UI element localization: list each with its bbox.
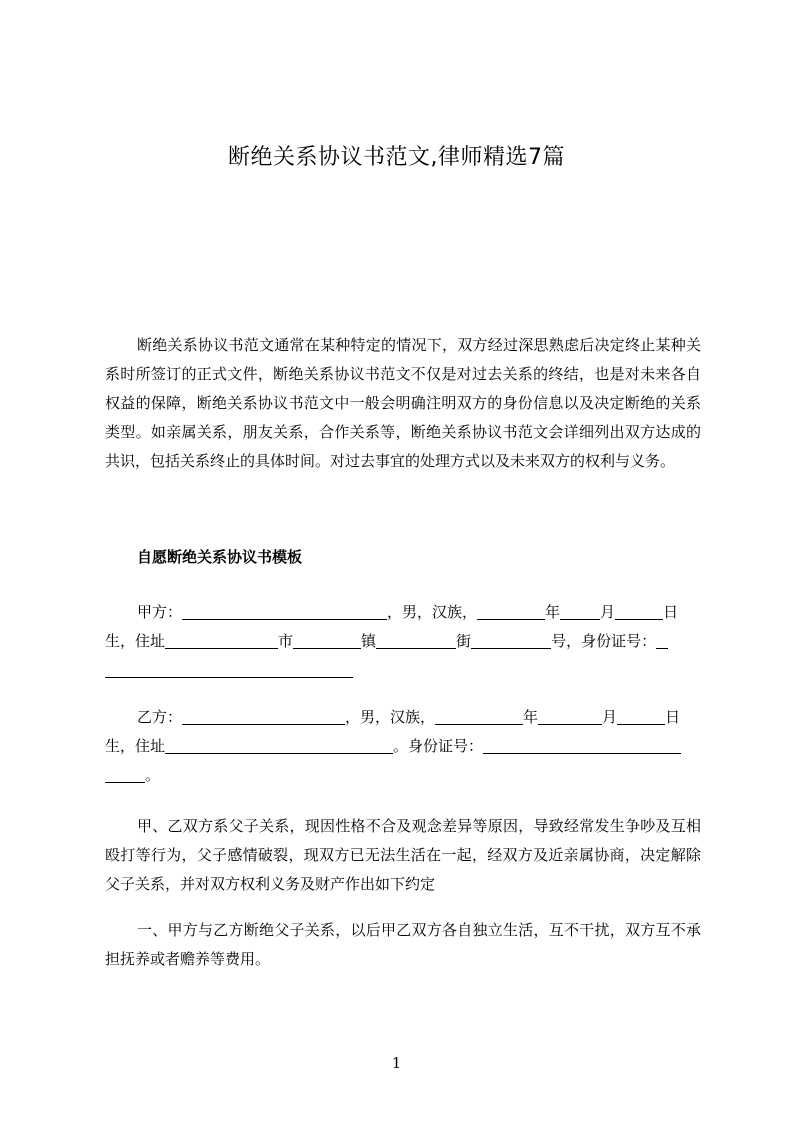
party-b-label: 乙方：: [137, 708, 183, 726]
party-b-name-blank: [182, 706, 345, 725]
party-a-year-blank: [477, 601, 545, 620]
party-a-day-label: 日: [663, 603, 679, 621]
reason-paragraph: 甲、乙双方系父子关系，现因性格不合及观念差异等原因，导致经常发生争吵及互相殴打等行为，父子感情破裂，现双方已无法生活在一起，经双方及近亲属协商，决定解除父子关系，并对双方权利义务及财产作出如下约定: [105, 817, 701, 893]
template-heading: 自愿断绝关系协议书模板: [137, 548, 303, 566]
party-b-block: [105, 703, 705, 790]
page-number: 1: [391, 1054, 402, 1072]
party-a-address-blank: [165, 630, 278, 649]
party-b-year-blank: [435, 706, 523, 725]
party-b-address-label: 生，住址: [105, 737, 166, 755]
party-a-town-blank: [376, 630, 456, 649]
party-b-day-blank: [617, 706, 665, 725]
party-a-line-1: [105, 598, 705, 627]
party-a-gender-ethnicity: ，男，汉族，: [387, 603, 478, 621]
party-a-year-label: 年: [545, 603, 561, 621]
party-a-label: 甲方：: [137, 603, 183, 621]
party-b-line-1: [105, 703, 705, 732]
intro-paragraph: 断绝关系协议书范文通常在某种特定的情况下，双方经过深思熟虑后决定终止某种关系时所签订的正式文件，断绝关系协议书范文不仅是对过去关系的终结，也是对未来各自权益的保障，断绝关系协议书范文中一般会明确注明双方的身份信息以及决定断绝的关系类型。如亲属关系，朋友关系，合作关系等，断绝关系协议书范文会详细列出双方达成的共识，包括关系终止的具体时间。对过去事宜的处理方式以及未来双方的权利与义务。: [105, 336, 701, 470]
party-a-city-label: 市: [278, 632, 294, 650]
party-b-id-blank-end: [105, 764, 145, 783]
party-b-day-label: 日: [665, 708, 681, 726]
party-b-month-label: 月: [602, 708, 618, 726]
party-a-street-label: 街: [456, 632, 472, 650]
party-b-line-2: [105, 732, 705, 761]
party-a-month-blank: [560, 601, 600, 620]
party-b-id-label: 。身份证号：: [393, 737, 484, 755]
party-a-month-label: 月: [600, 603, 616, 621]
party-a-street-blank: [471, 630, 551, 649]
party-a-line-2: [105, 627, 705, 656]
party-a-town-label: 镇: [361, 632, 377, 650]
party-b-month-blank: [538, 706, 602, 725]
party-a-city-blank: [293, 630, 361, 649]
party-a-id-label: 号，身份证号：: [551, 632, 657, 650]
party-a-id-blank: [105, 659, 353, 678]
party-a-block: [105, 598, 705, 685]
party-a-name-blank: [182, 601, 387, 620]
document-title: 断绝关系协议书范文,律师精选7篇: [228, 145, 565, 170]
party-b-line-3: [105, 761, 705, 790]
party-a-line-3: [105, 656, 705, 685]
party-a-id-blank-start: [656, 630, 668, 649]
party-b-id-blank: [483, 735, 681, 754]
party-b-end-mark: 。: [145, 766, 161, 784]
party-a-address-label: 生，住址: [105, 632, 166, 650]
party-b-gender-ethnicity: ，男，汉族，: [345, 708, 436, 726]
party-b-address-blank: [165, 735, 393, 754]
party-b-year-label: 年: [523, 708, 539, 726]
clause-1-paragraph: 一、甲方与乙方断绝父子关系，以后甲乙双方各自独立生活，互不干扰，双方互不承担抚养或者赡养等费用。: [105, 921, 701, 968]
party-a-day-blank: [615, 601, 663, 620]
